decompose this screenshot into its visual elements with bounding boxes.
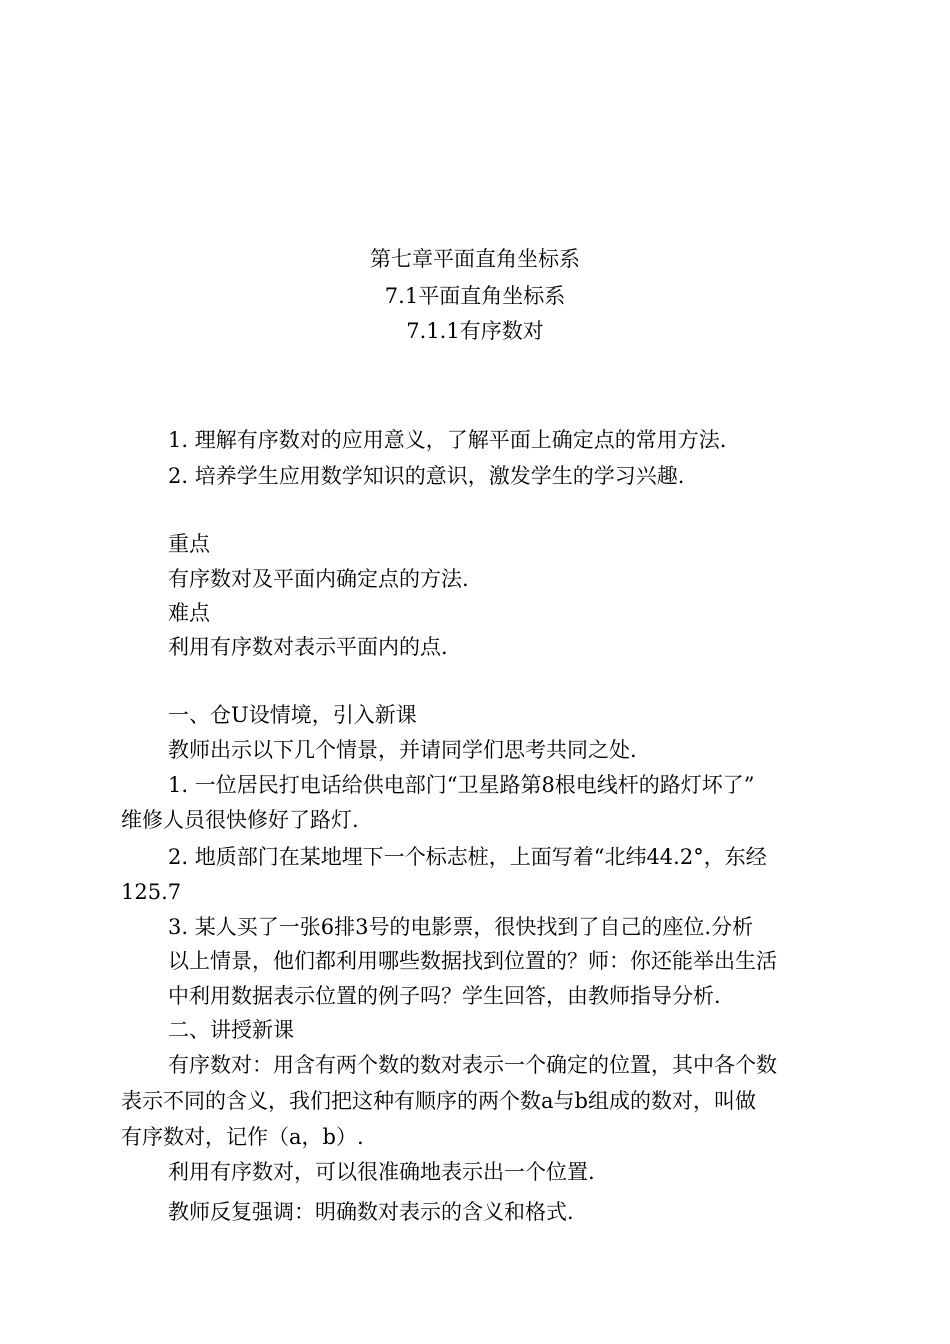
usage-text: 利用有序数对，可以很准确地表示出一个位置. bbox=[168, 1160, 595, 1184]
objective-2: 2. 培养学生应用数学知识的意识，激发学生的学习兴趣. bbox=[168, 464, 685, 488]
part1-intro: 教师出示以下几个情景，并请同学们思考共同之处. bbox=[168, 738, 637, 762]
scenario-2-line-2: 125.7 bbox=[121, 880, 182, 904]
focus-text: 有序数对及平面内确定点的方法. bbox=[168, 567, 469, 591]
part2-heading: 二、讲授新课 bbox=[168, 1018, 294, 1042]
scenario-2-line-1: 2. 地质部门在某地埋下一个标志桩，上面写着“北纬44.2°，东经 bbox=[168, 845, 767, 869]
scenario-1-line-2: 维修人员很快修好了路灯. bbox=[121, 808, 359, 832]
definition-line-1: 有序数对：用含有两个数的数对表示一个确定的位置，其中各个数 bbox=[168, 1053, 777, 1077]
difficulty-text: 利用有序数对表示平面内的点. bbox=[168, 635, 448, 659]
definition-line-3: 有序数对，记作（a，b）. bbox=[121, 1125, 364, 1149]
definition-line-2: 表示不同的含义，我们把这种有顺序的两个数a与b组成的数对，叫做 bbox=[121, 1089, 756, 1113]
section-title: 7.1平面直角坐标系 bbox=[384, 284, 566, 308]
part1-heading: 一、仓U设情境，引入新课 bbox=[168, 703, 417, 727]
scenario-3-line-2: 以上情景，他们都利用哪些数据找到位置的？师：你还能举出生活 bbox=[168, 949, 777, 973]
subsection-title: 7.1.1有序数对 bbox=[406, 319, 544, 343]
scenario-3-line-3: 中利用数据表示位置的例子吗？学生回答，由教师指导分析. bbox=[168, 984, 721, 1008]
scenario-1-line-1: 1. 一位居民打电话给供电部门“卫星路第8根电线杆的路灯坏了” bbox=[168, 773, 755, 797]
chapter-title: 第七章平面直角坐标系 bbox=[370, 247, 580, 271]
objective-1: 1. 理解有序数对的应用意义，了解平面上确定点的常用方法. bbox=[168, 428, 727, 452]
difficulty-label: 难点 bbox=[168, 601, 210, 625]
scenario-3-line-1: 3. 某人买了一张6排3号的电影票，很快找到了自己的座位.分析 bbox=[168, 915, 754, 939]
teacher-emphasis: 教师反复强调：明确数对表示的含义和格式. bbox=[168, 1200, 574, 1224]
focus-label: 重点 bbox=[168, 532, 210, 556]
